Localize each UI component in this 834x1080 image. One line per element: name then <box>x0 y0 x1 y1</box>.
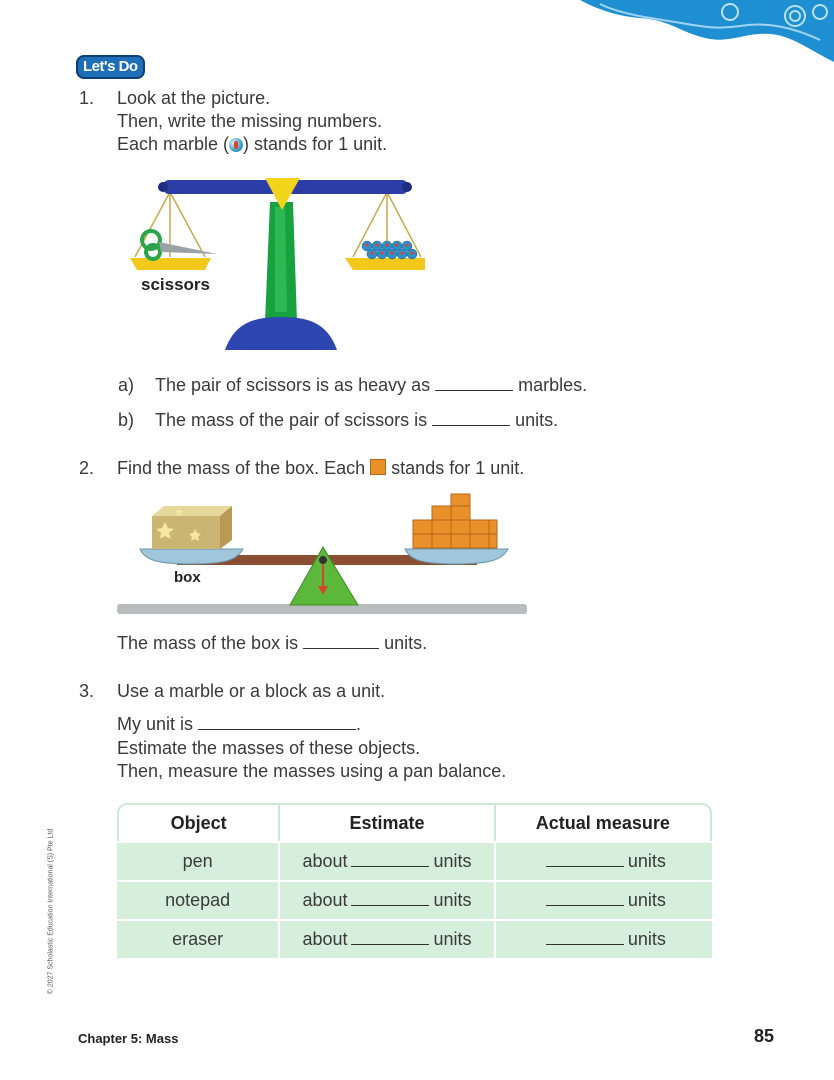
page-number: 85 <box>754 1026 775 1046</box>
decorative-wave-corner <box>580 0 834 62</box>
q1a-suffix: marbles. <box>518 375 588 395</box>
scissors-balance-illustration <box>125 172 425 357</box>
q1b-text: The mass of the pair of scissors is <box>155 410 428 430</box>
marble-icon <box>229 138 243 152</box>
copyright-text: © 2027 Scholastic Education International (S) Pte Ltd <box>47 828 55 995</box>
q1b-answer-blank[interactable] <box>432 409 510 426</box>
object-cell: eraser <box>117 919 280 958</box>
box-balance-illustration <box>115 492 530 617</box>
header-actual: Actual measure <box>496 803 712 841</box>
table-row <box>117 841 712 880</box>
units-label: units <box>627 929 666 949</box>
q2-answer-blank[interactable] <box>303 632 379 649</box>
about-label: about <box>302 929 348 949</box>
table-row <box>117 880 712 919</box>
q2-prompt-start: Find the mass of the box. Each <box>117 458 366 478</box>
estimate-cell <box>280 841 495 880</box>
estimate-blank[interactable] <box>351 929 429 945</box>
units-label: units <box>433 890 472 910</box>
q1-part-b <box>118 409 558 432</box>
q1-line-3-start: Each marble ( <box>117 134 230 154</box>
table-row <box>117 919 712 958</box>
about-label: about <box>302 851 348 871</box>
q1-line-3-end: ) stands for 1 unit. <box>243 134 388 154</box>
q3-number: 3. <box>79 681 95 701</box>
actual-blank[interactable] <box>546 890 624 906</box>
q1b-letter: b) <box>118 410 135 430</box>
q1b-suffix: units. <box>515 410 559 430</box>
q3-line-1: Use a marble or a block as a unit. <box>117 681 386 701</box>
lets-do-badge: Let's Do <box>76 55 145 79</box>
q1a-text: The pair of scissors is as heavy as <box>155 375 431 395</box>
units-label: units <box>433 929 472 949</box>
q1a-answer-blank[interactable] <box>435 374 513 391</box>
q3-unit-period: . <box>356 714 362 734</box>
q3-line-3: Estimate the masses of these objects. <box>117 738 421 758</box>
q2-number: 2. <box>79 458 95 478</box>
units-label: units <box>433 851 472 871</box>
actual-cell <box>496 880 712 919</box>
q2-prompt-end: stands for 1 unit. <box>391 458 525 478</box>
estimate-blank[interactable] <box>351 851 429 867</box>
header-estimate: Estimate <box>280 803 495 841</box>
about-label: about <box>302 890 348 910</box>
chapter-footer: Chapter 5: Mass <box>78 1031 179 1046</box>
estimate-blank[interactable] <box>351 890 429 906</box>
q1-line-2: Then, write the missing numbers. <box>117 111 383 131</box>
q3-unit-label: My unit is <box>117 714 194 734</box>
q1-line-1: Look at the picture. <box>117 88 271 108</box>
block-icon <box>370 459 386 475</box>
estimate-cell <box>280 919 495 958</box>
q3-line-4: Then, measure the masses using a pan balance. <box>117 761 507 781</box>
box-label: box <box>174 569 201 586</box>
object-cell: notepad <box>117 880 280 919</box>
table-header-row <box>117 803 712 841</box>
q1-part-a <box>118 374 587 397</box>
units-label: units <box>627 890 666 910</box>
scissors-label: scissors <box>141 275 210 294</box>
actual-blank[interactable] <box>546 851 624 867</box>
q2-answer-suffix: units. <box>384 633 428 653</box>
mass-table <box>117 803 712 958</box>
units-label: units <box>627 851 666 871</box>
actual-cell <box>496 919 712 958</box>
q1-number: 1. <box>79 88 95 108</box>
estimate-cell <box>280 880 495 919</box>
q3-unit-blank[interactable] <box>198 713 356 730</box>
q1a-letter: a) <box>118 375 135 395</box>
actual-cell <box>496 841 712 880</box>
q1-line-3 <box>117 133 387 156</box>
object-cell: pen <box>117 841 280 880</box>
q3-unit-line <box>117 713 361 736</box>
header-object: Object <box>117 803 280 841</box>
q2-answer-text: The mass of the box is <box>117 633 299 653</box>
q2-prompt <box>117 457 524 480</box>
q2-answer <box>117 632 427 655</box>
actual-blank[interactable] <box>546 929 624 945</box>
